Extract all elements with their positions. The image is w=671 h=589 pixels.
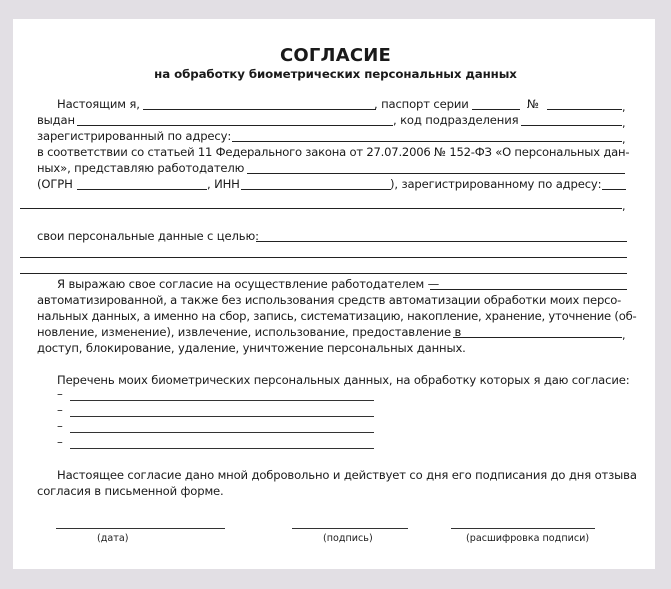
passport-series-field[interactable] bbox=[472, 109, 520, 110]
biometric-heading: Перечень моих биометрических персональных данных, на обработку которых я даю согласие: bbox=[57, 373, 630, 387]
intro-text: зарегистрированный по адресу: bbox=[37, 129, 232, 143]
division-code-field[interactable] bbox=[521, 125, 622, 126]
comma: , bbox=[622, 329, 626, 342]
intro-text: (ОГРН bbox=[37, 177, 73, 191]
registration-address-field[interactable] bbox=[232, 141, 622, 142]
closing-text: согласия в письменной форме. bbox=[37, 484, 224, 498]
intro-text: , код подразделения bbox=[393, 113, 519, 127]
intro-text: № bbox=[527, 97, 539, 111]
employer-address-field[interactable] bbox=[602, 189, 626, 190]
intro-text: ), зарегистрированному по адресу: bbox=[390, 177, 602, 191]
signature-field[interactable] bbox=[292, 528, 408, 529]
signature-decoding-label: (расшифровка подписи) bbox=[466, 533, 590, 544]
intro-text: выдан bbox=[37, 113, 75, 127]
list-dash: – bbox=[57, 387, 63, 401]
employer-name-field[interactable] bbox=[430, 289, 627, 290]
inn-field[interactable] bbox=[241, 189, 391, 190]
consent-text: автоматизированной, а также без использования средств автоматизации обработки моих персо- bbox=[37, 293, 622, 307]
signature-label: (подпись) bbox=[323, 533, 373, 544]
comma: , bbox=[622, 133, 626, 146]
closing-text: Настоящее согласие дано мной добровольно и действует со дня его подписания до дня отзыва bbox=[57, 468, 637, 482]
full-name-field[interactable] bbox=[143, 109, 376, 110]
intro-text: , паспорт серии bbox=[374, 97, 469, 111]
biometric-item-field[interactable] bbox=[70, 432, 374, 433]
biometric-item-field[interactable] bbox=[70, 448, 374, 449]
date-label: (дата) bbox=[97, 533, 129, 544]
ogrn-field[interactable] bbox=[77, 189, 207, 190]
consent-text: Я выражаю свое согласие на осуществление работодателем — bbox=[57, 277, 440, 291]
comma: , bbox=[622, 117, 626, 130]
disclosure-recipient-field[interactable] bbox=[453, 337, 622, 338]
intro-text: ных», представляю работодателю bbox=[37, 161, 245, 175]
consent-text: новление, изменение), извлечение, использование, предоставление в bbox=[37, 325, 462, 339]
purpose-field-line-2[interactable] bbox=[20, 257, 627, 258]
consent-text: нальных данных, а именно на сбор, запись, систематизацию, накопление, хранение, уточнение (об- bbox=[37, 309, 637, 323]
comma: , bbox=[622, 101, 626, 114]
biometric-item-field[interactable] bbox=[70, 400, 374, 401]
purpose-field-line-3[interactable] bbox=[20, 273, 627, 274]
employer-address-field-continued[interactable] bbox=[20, 208, 622, 209]
document-title: СОГЛАСИЕ bbox=[279, 45, 392, 66]
intro-text: , ИНН bbox=[207, 177, 240, 191]
biometric-item-field[interactable] bbox=[70, 416, 374, 417]
date-field[interactable] bbox=[56, 528, 225, 529]
issued-by-field[interactable] bbox=[77, 125, 393, 126]
passport-number-field[interactable] bbox=[547, 109, 622, 110]
purpose-label: свои персональные данные с целью: bbox=[37, 229, 259, 243]
document-subtitle: на обработку биометрических персональных данных bbox=[154, 67, 517, 81]
list-dash: – bbox=[57, 419, 63, 433]
list-dash: – bbox=[57, 435, 63, 449]
intro-text: в соответствии со статьей 11 Федерального закона от 27.07.2006 № 152-ФЗ «О персональных дан- bbox=[37, 145, 630, 159]
signature-decoding-field[interactable] bbox=[451, 528, 595, 529]
employer-field[interactable] bbox=[247, 173, 625, 174]
consent-text: доступ, блокирование, удаление, уничтожение персональных данных. bbox=[37, 341, 466, 355]
intro-text: Настоящим я, bbox=[57, 97, 140, 111]
purpose-field[interactable] bbox=[256, 241, 627, 242]
list-dash: – bbox=[57, 403, 63, 417]
comma: , bbox=[622, 200, 626, 213]
